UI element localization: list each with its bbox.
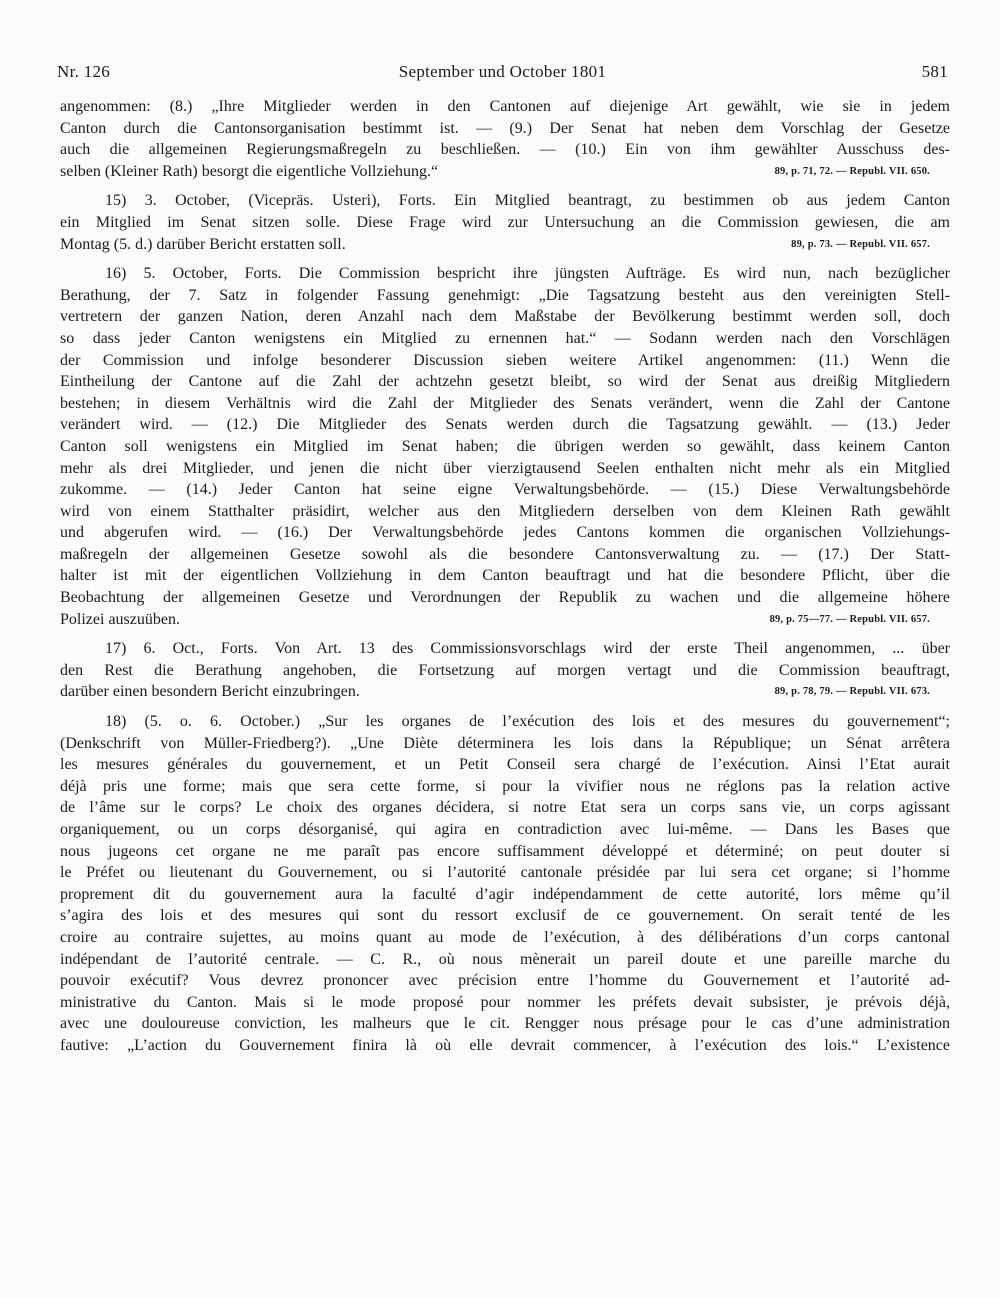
text-line: Berathung, der 7. Satz in folgender Fassung genehmigt: „Die Tagsatzung besteht aus den vereinigten Stell-: [60, 286, 950, 304]
text-line: ein Mitglied im Senat sitzen solle. Diese Frage wird zur Untersuchung an die Commission gewiesen, die am: [60, 213, 950, 231]
text-line: proprement dit du gouvernement aura la faculté d’agir indépendamment de cette autorité, lors même qu’il: [60, 885, 950, 903]
text-line: [60, 234, 950, 256]
text-line-content: Polizei auszuüben.: [60, 610, 180, 628]
text-line: les mesures générales du gouvernement, et un Petit Conseil sera chargé de l’exécution. Ainsi l’Etat aurait: [60, 756, 950, 774]
text-line: angenommen: (8.) „Ihre Mitglieder werden in den Cantonen auf diejenige Art gewählt, wie sie in jedem: [60, 98, 950, 115]
text-line: s’agira des lois et des mesures qui sont du ressort exclusif de ce gouvernement. On serait tenté de les: [60, 907, 950, 925]
text-line: zukomme. — (14.) Jeder Canton hat seine eigne Verwaltungsbehörde. — (15.) Diese Verwaltungsbehörde: [60, 481, 950, 499]
text-line: le Préfet ou lieutenant du Gouvernement, ou si l’autorité cantonale présidée par lui sera cet organe; si l’homme: [60, 864, 950, 882]
header-date: September und October 1801: [398, 62, 607, 81]
text-line: maßregeln der allgemeinen Gesetze sowohl als die besondere Cantonsverwaltung zu. — (17.) Der Statt-: [60, 545, 950, 563]
text-line: Canton durch die Cantonsorganisation bestimmt ist. — (9.) Der Senat hat neben dem Vorschlag der Gesetze: [60, 119, 950, 137]
text-line: avec une douloureuse conviction, les malheurs que le cit. Rengger nous présage pour le cas d’une administration: [60, 1015, 950, 1033]
text-line-content: selben (Kleiner Rath) besorgt die eigentliche Vollziehung.“: [60, 162, 439, 180]
text-line: [60, 681, 950, 703]
text-line: vertretern der ganzen Nation, deren Anzahl nach dem Maßstabe der Bevölkerung bestimmt werden soll, doch: [60, 308, 950, 326]
text-line: indépendant de l’autorité centrale. — C. R., où nous mènerait un pareil doute et une pareille marche du: [60, 950, 950, 968]
text-line: [60, 161, 950, 183]
text-line: und abgerufen wird. — (16.) Der Verwaltungsbehörde jedes Cantons kommen die organischen Vollziehungs-: [60, 524, 950, 542]
text-line: croire au contraire sujettes, au moins quant au mode de l’exécution, à des délibérations d’un corps cantonal: [60, 928, 950, 946]
text-line: mehr als drei Mitglieder, und jenen die nicht über vierzigtausend Seelen enthalten nicht mehr als ein Mitglied: [60, 459, 950, 477]
source-reference: 89, p. 78, 79. — Republ. VII. 673.: [774, 686, 930, 698]
source-reference: 89, p. 71, 72. — Republ. VII. 650.: [774, 165, 930, 177]
text-line: nous jugeons cet organe ne me paraît pas encore suffisamment développé et déterminé; on peut douter si: [60, 842, 950, 860]
text-line-content: darüber einen besondern Bericht einzubringen.: [60, 683, 360, 701]
page-number: 581: [921, 62, 948, 81]
source-reference: 89, p. 75—77. — Republ. VII. 657.: [769, 613, 930, 625]
text-line: 16) 5. October, Forts. Die Commission bespricht ihre jüngsten Aufträge. Es wird nun, nach bezüglicher: [105, 265, 950, 283]
text-line: [60, 609, 950, 631]
text-line: 15) 3. October, (Vicepräs. Usteri), Forts. Ein Mitglied beantragt, zu bestimmen ob aus jedem Canton: [105, 192, 950, 210]
text-line: ministrative du Canton. Mais si le mode proposé pour nommer les préfets devait subsister, je prévois déjà,: [60, 993, 950, 1011]
text-line: der Commission und infolge besonderer Discussion sieben weitere Artikel angenommen: (11.) Wenn die: [60, 351, 950, 369]
source-reference: 89, p. 73. — Republ. VII. 657.: [791, 238, 930, 250]
text-line: (Denkschrift von Müller-Friedberg?). „Une Diète déterminera les lois dans la République; un Sénat arrêtera: [60, 734, 950, 752]
issue-number: Nr. 126: [57, 62, 111, 81]
text-line: den Rest die Berathung angehoben, die Fortsetzung auf morgen vertagt und die Commission beauftragt,: [60, 661, 950, 679]
text-line: 18) (5. o. 6. October.) „Sur les organes de l’exécution des lois et des mesures du gouvernement“;: [105, 713, 950, 731]
body-text: [60, 96, 950, 1057]
text-line: Eintheilung der Cantone auf die Zahl der achtzehn gesetzt bleibt, so wird der Senat aus dreißig Mitgliedern: [60, 373, 950, 391]
text-line: pouvoir exécutif? Vous devrez prononcer avec précision entre l’homme du Gouvernement et l’autorité ad-: [60, 972, 950, 990]
text-line: wird von einem Statthalter präsidirt, welcher aus den Mitgliedern derselben von dem Kleinen Rath gewählt: [60, 502, 950, 520]
text-line: Beobachtung der allgemeinen Gesetze und Verordnungen der Republik zu wachen und die allgemeine höhere: [60, 589, 950, 607]
text-line: Canton soll wenigstens ein Mitglied im Senat haben; die übrigen werden so gewählt, dass keinem Canton: [60, 437, 950, 455]
text-line: organiquement, ou un corps désorganisé, qui agira en contradiction avec lui-même. — Dans les Bases que: [60, 821, 950, 838]
text-line: 17) 6. Oct., Forts. Von Art. 13 des Commissionsvorschlags wird der erste Theil angenommen, ... über: [105, 640, 950, 658]
text-line: so dass jeder Canton wenigstens ein Mitglied zu ernennen hat.“ — Sodann werden nach den Vorschlägen: [60, 329, 950, 347]
text-line: verändert wird. — (12.) Die Mitglieder des Senats werden durch die Tagsatzung gewählt. — (13.) Jeder: [60, 416, 950, 434]
running-header: [57, 62, 948, 88]
text-line: bestehen; in diesem Verhältnis wird die Zahl der Mitglieder des Senats verändert, wenn die Zahl der Cantone: [60, 394, 950, 412]
text-line: auch die allgemeinen Regierungsmaßregeln zu beschließen. — (10.) Ein von ihm gewählter Ausschuss des-: [60, 141, 950, 159]
text-line: déjà pris une forme; mais que sera cette forme, si pour la vivifier nous ne réglons pas la relation active: [60, 777, 950, 795]
text-line: fautive: „L’action du Gouvernement finira là où elle devrait commencer, à l’exécution des lois.“ L’existence: [60, 1036, 950, 1054]
text-line: de l’âme sur le corps? Le choix des organes décidera, si notre Etat sera un corps sans vie, un corps agissant: [60, 799, 950, 817]
text-line-content: Montag (5. d.) darüber Bericht erstatten soll.: [60, 235, 346, 253]
text-line: halter ist mit der eigentlichen Vollziehung in dem Canton beauftragt und hat die besondere Pflicht, über die: [60, 567, 950, 585]
